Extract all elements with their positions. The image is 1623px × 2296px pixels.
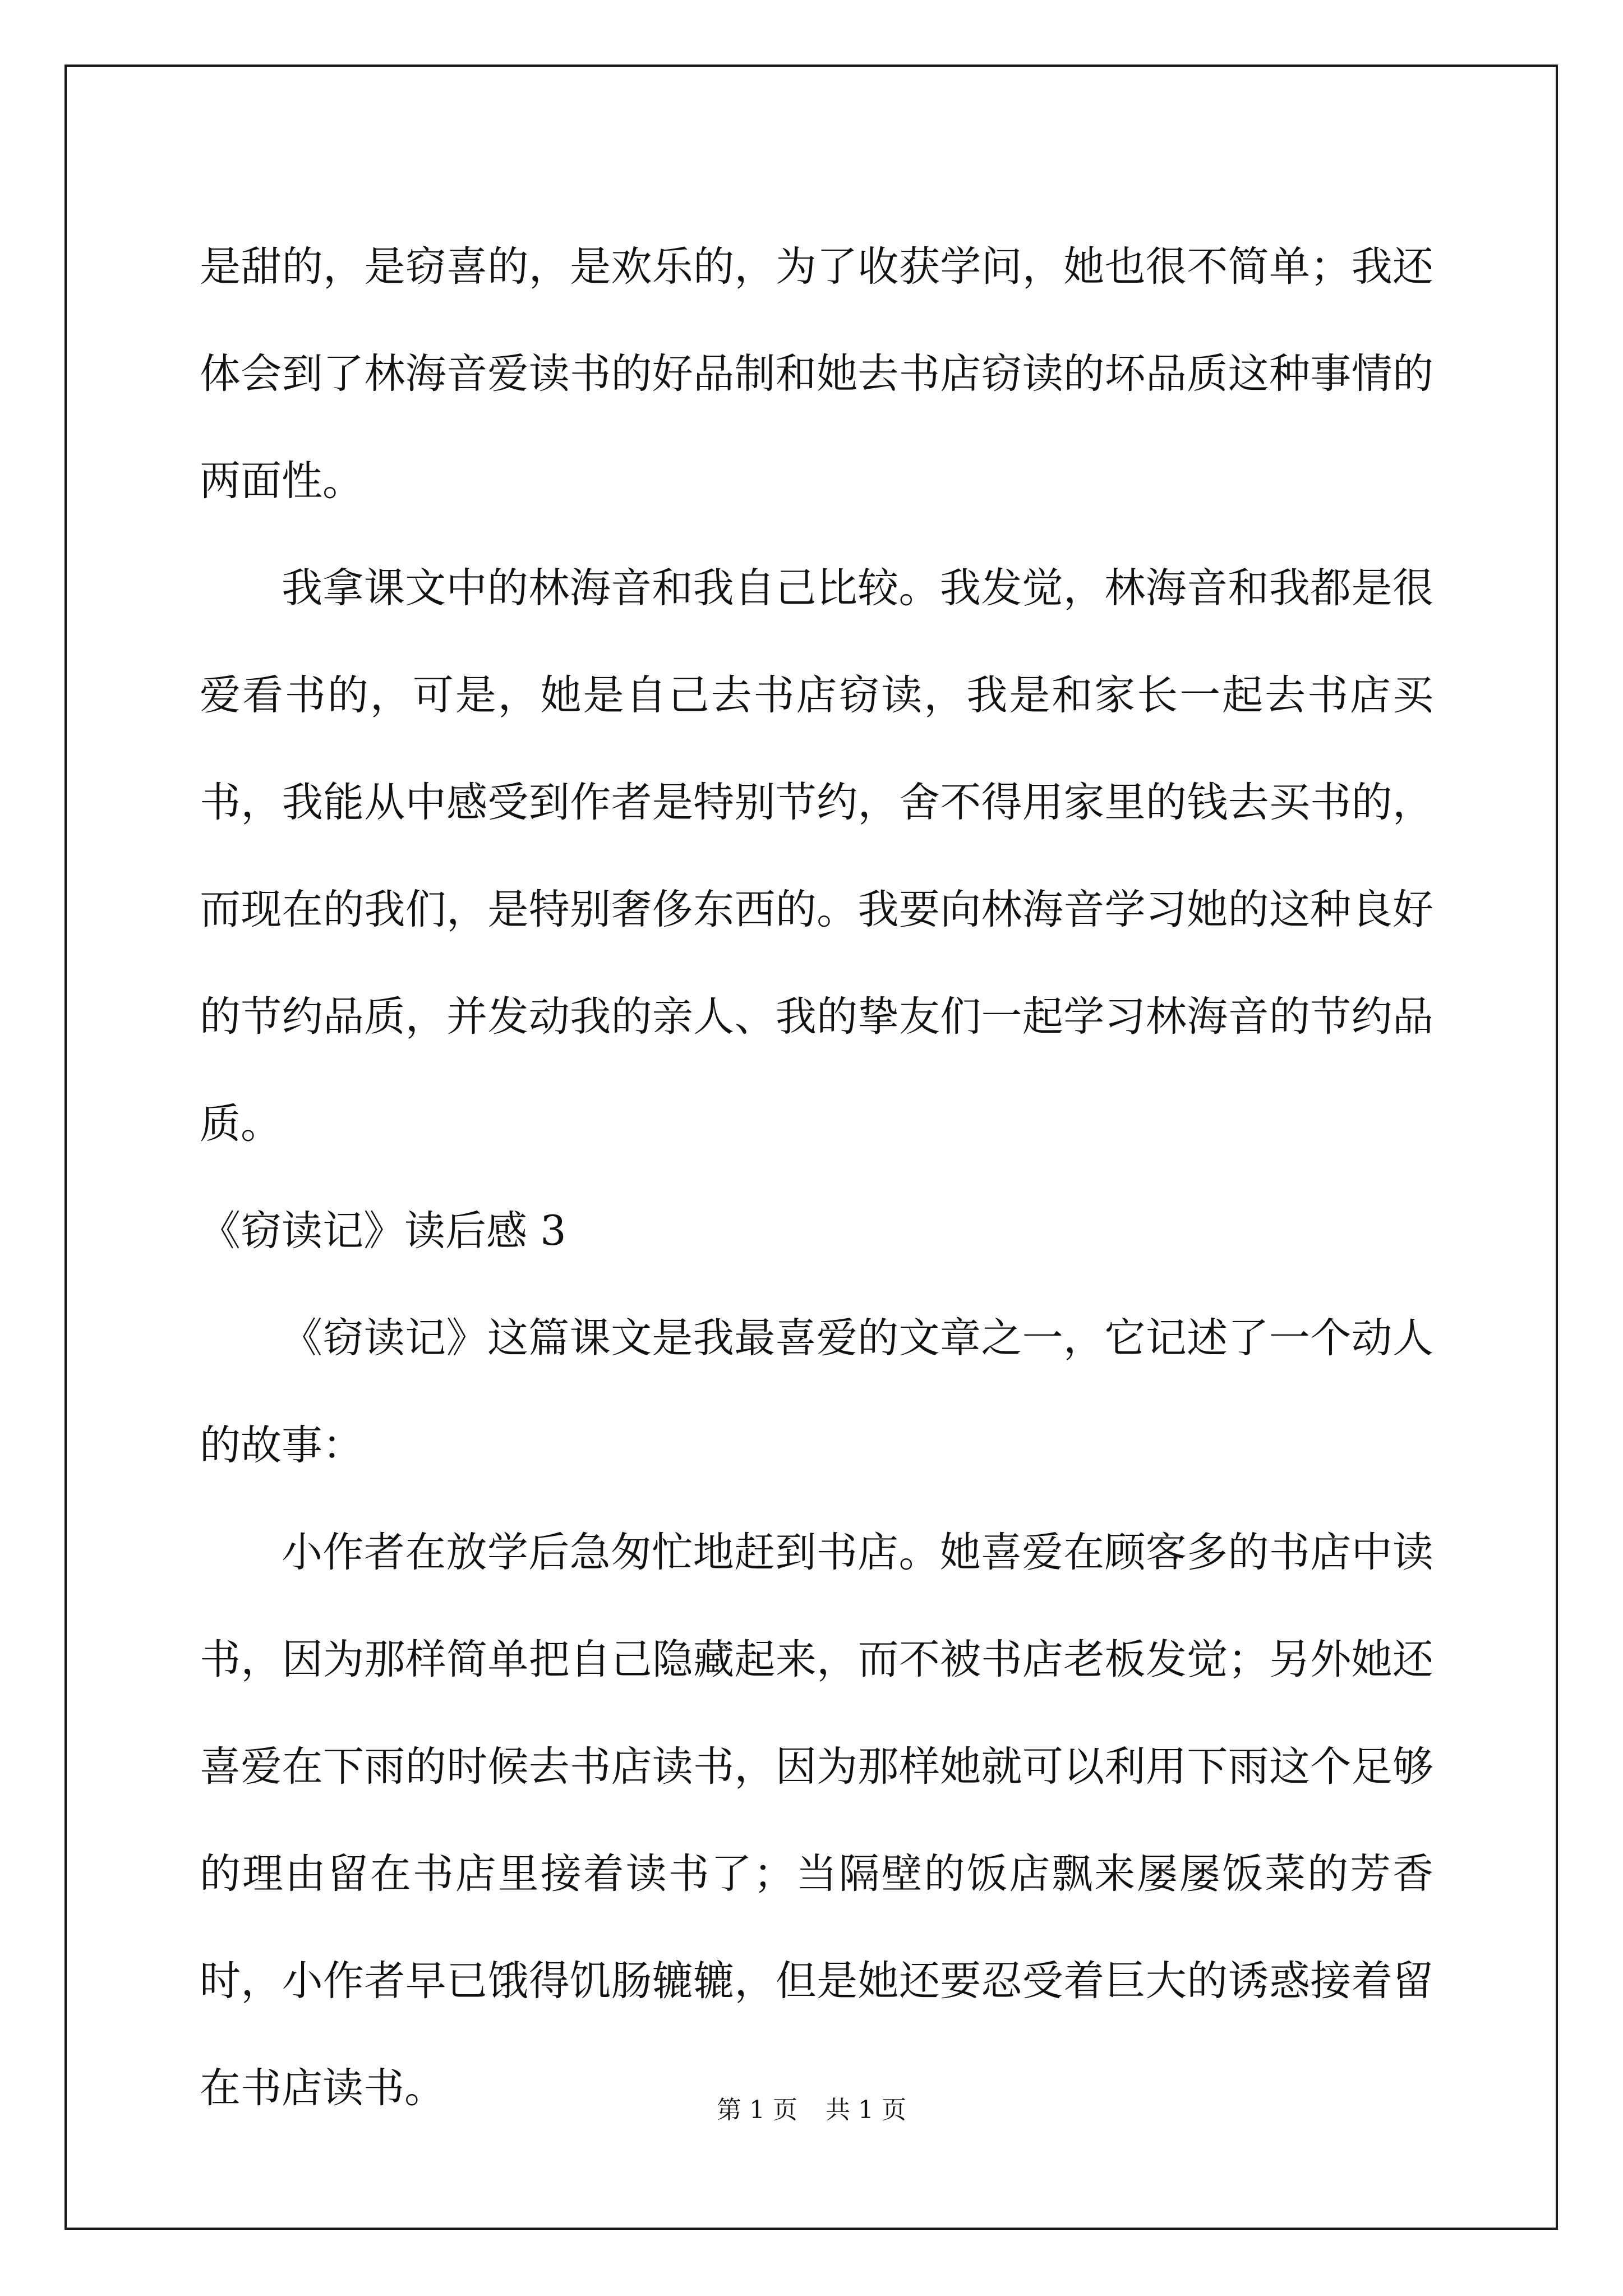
document-body (200, 213, 1433, 2142)
section-heading: 《窃读记》读后感 3 (200, 1207, 566, 1255)
paragraph-4: 小作者在放学后急匆忙地赶到书店。她喜爱在顾客多的书店中读书，因为那样简单把自己隐藏起来，而不被书店老板发觉；另外她还喜爱在下雨的时候去书店读书，因为那样她就可以利用下雨这个足够的理由留在书店里接着读书了；当隔壁的饭店飘来屡屡饭菜的芳香时，小作者早已饿得饥肠辘辘，但是她还要忍受着巨大的诱惑接着留在书店读书。 (200, 1529, 1433, 2112)
page-number: 第 1 页 (717, 2096, 797, 2124)
page-total: 共 1 页 (826, 2096, 906, 2124)
page-footer (0, 2090, 1623, 2125)
paragraph-2: 我拿课文中的林海音和我自己比较。我发觉，林海音和我都是很爱看书的，可是，她是自己去书店窃读，我是和家长一起去书店买书，我能从中感受到作者是特别节约，舍不得用家里的钱去买书的，而现在的我们，是特别奢侈东西的。我要向林海音学习她的这种良好的节约品质，并发动我的亲人、我的挚友们一起学习林海音的节约品质。 (200, 564, 1433, 1148)
paragraph-3: 《窃读记》这篇课文是我最喜爱的文章之一，它记述了一个动人的故事： (200, 1314, 1433, 1469)
paragraph-1: 是甜的，是窃喜的，是欢乐的，为了收获学问，她也很不简单；我还体会到了林海音爱读书的好品制和她去书店窃读的坏品质这种事情的两面性。 (200, 243, 1433, 505)
